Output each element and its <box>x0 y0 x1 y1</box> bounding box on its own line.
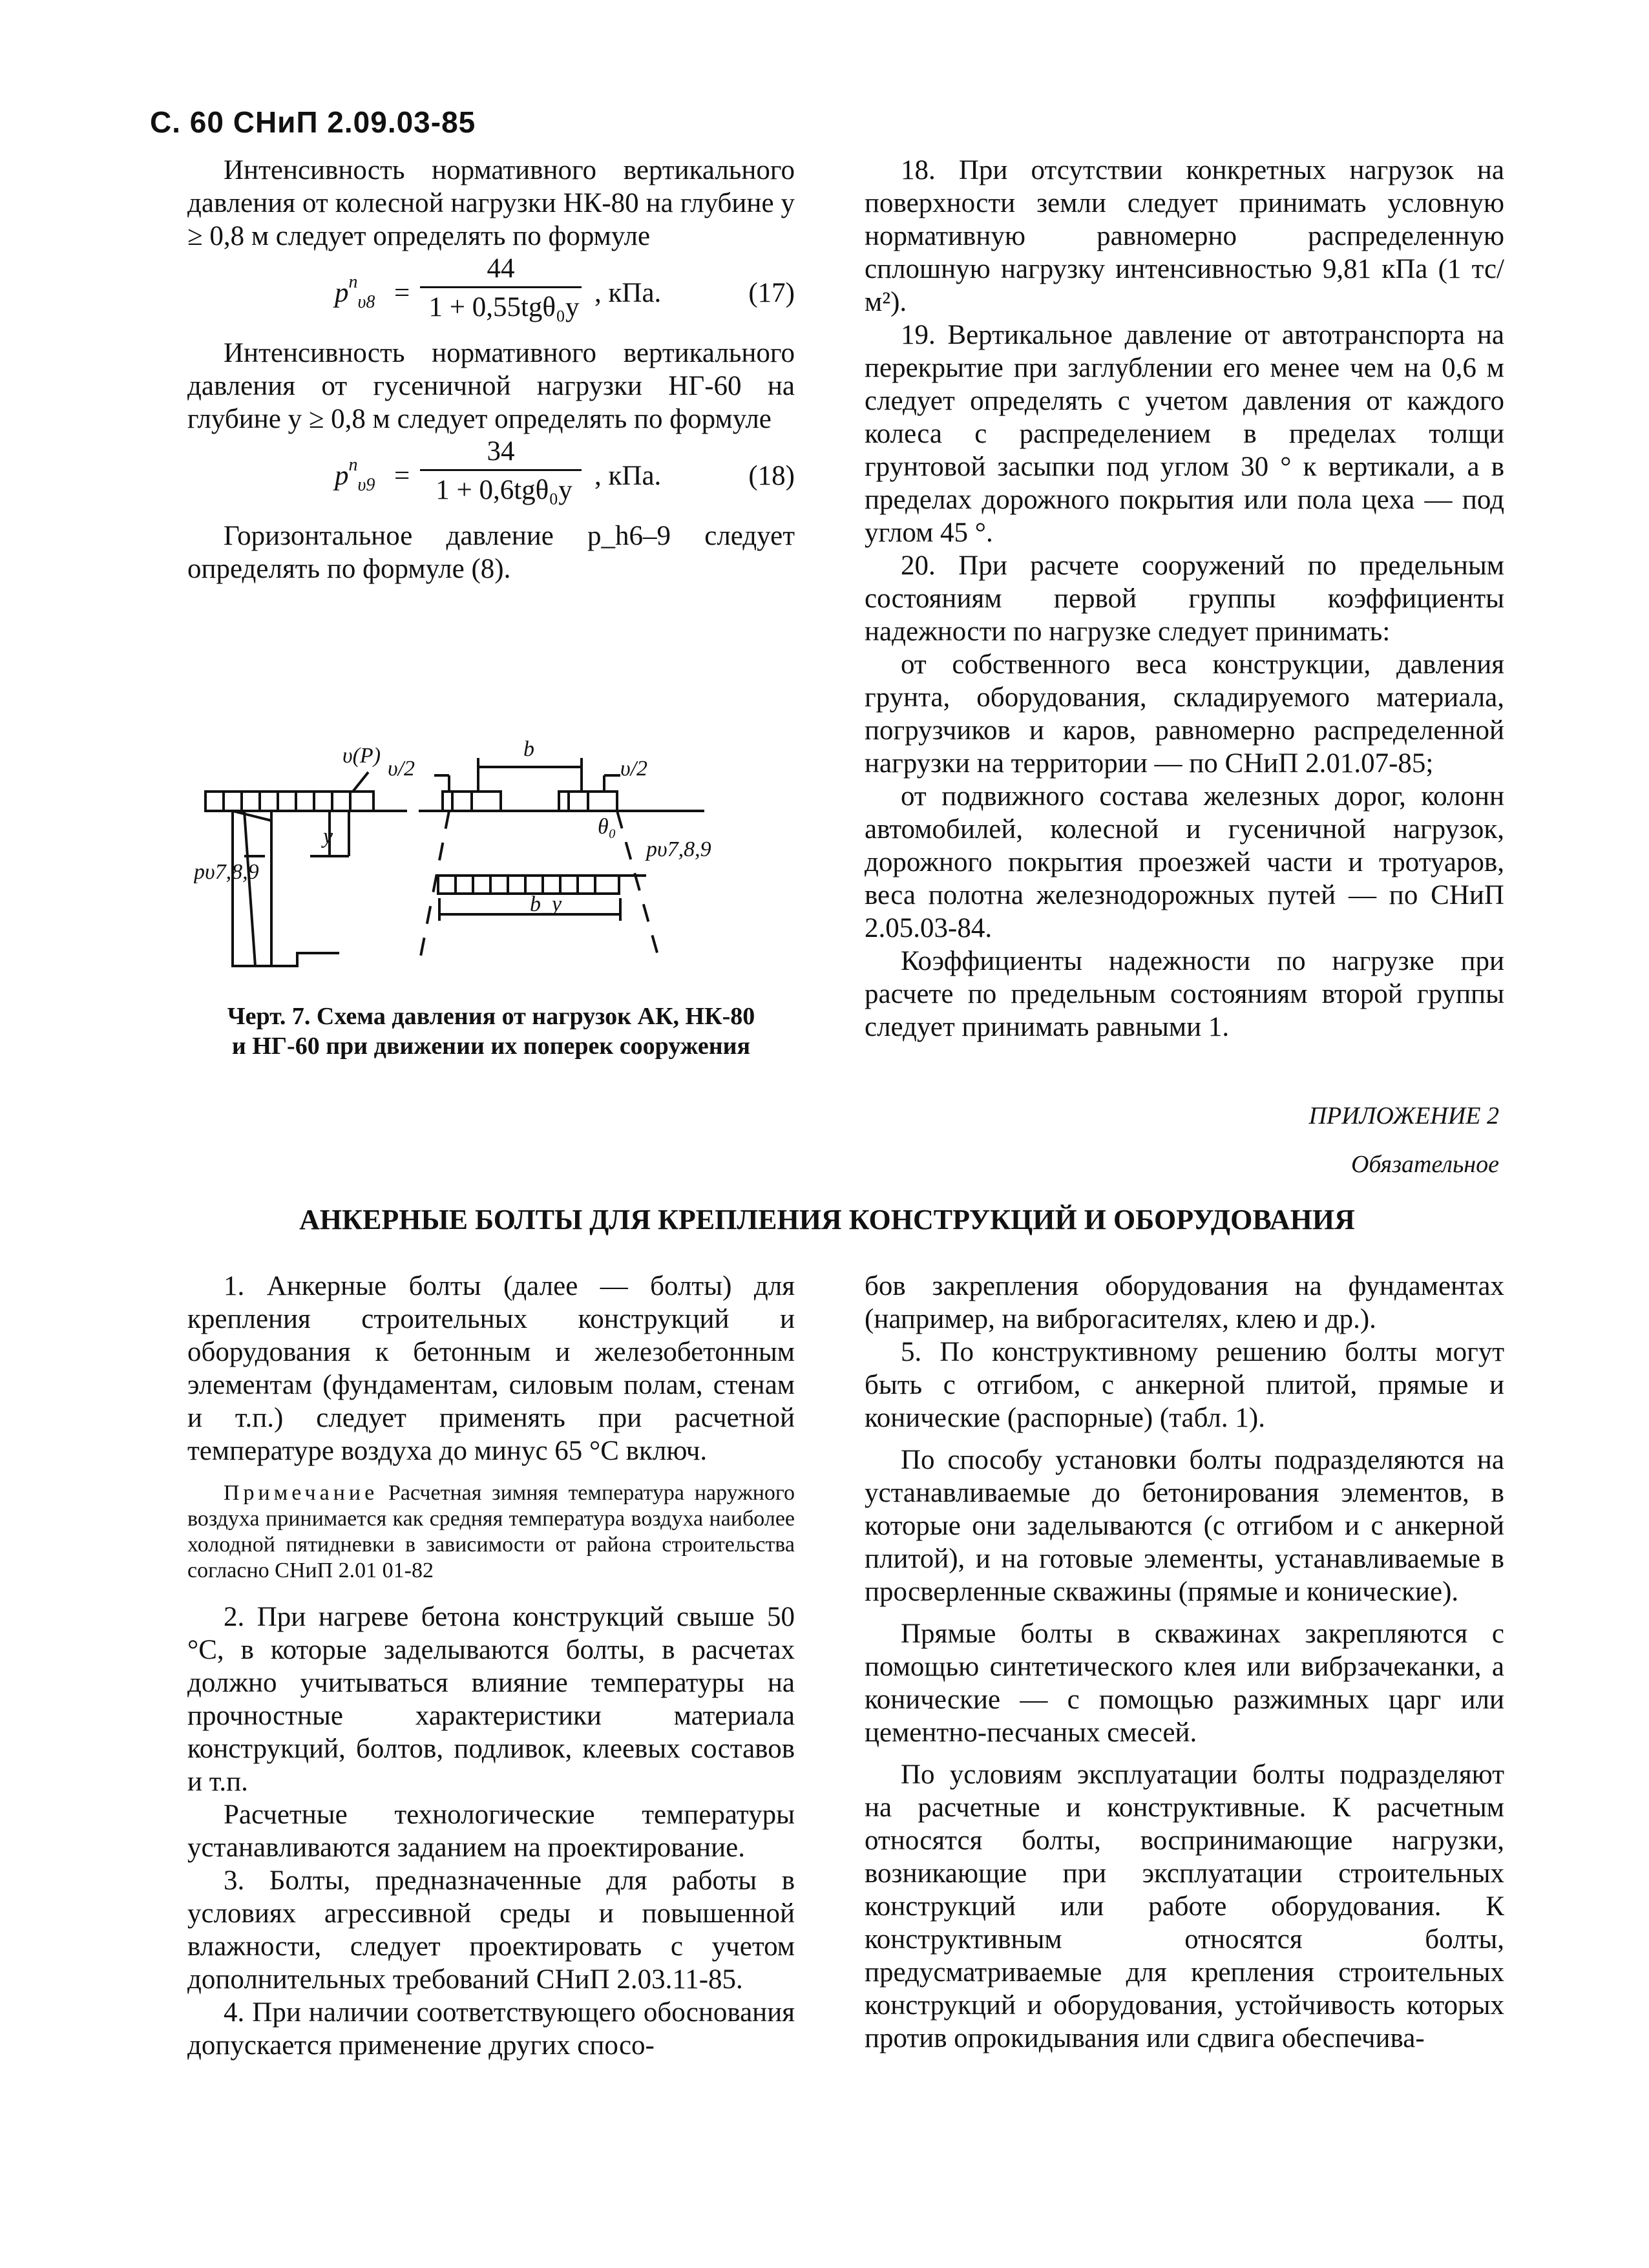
formula-17 <box>187 253 795 337</box>
note-text: Расчетная зимняя температура наружного воздуха принимается как средняя температура воздуха наиболее холодной пятидневки в зависимости от района строительства согласно СНиП 2.01 01-82 <box>187 1481 795 1582</box>
label-b: b <box>523 737 534 761</box>
paragraph-20b: от подвижного состава железных дорог, колонн автомобилей, колесной и гусеничной нагрузок, дорожного покрытия проезжей части и тротуаров, веса полотна железнодорожных путей — по СНиП 2.05.03-84. <box>865 781 1504 943</box>
paragraph-item-2b: Расчетные технологические температуры устанавливаются заданием на проектирование. <box>187 1800 795 1863</box>
paragraph-20a: от собственного веса конструкции, давления грунта, оборудования, складируемого материала, погрузчиков и каров, равномерно распределенной нагрузки на территории — по СНиП 2.01.07-85; <box>865 649 1504 779</box>
figure-caption <box>187 1002 795 1061</box>
note <box>187 1480 795 1584</box>
label-y: y <box>323 824 333 848</box>
label-v2-right: υ/2 <box>620 757 648 781</box>
left-column-bottom <box>187 1270 795 2062</box>
formula-18-fraction-bar <box>420 469 582 471</box>
formula-18-lhs: $p^n_{\upsilon 9}$ <box>335 455 375 495</box>
mandatory-label: Обязательное <box>1350 1151 1499 1178</box>
formula-18 <box>187 436 795 520</box>
paragraph-operating-conditions: По условиям эксплуатации болты подразделяют на расчетные и конструктивные. К расчетным относятся болты, воспринимающие нагрузки, возникающие при эксплуатации строительных конструкций или работе оборудования. К конструктивным относятся болты, предусматриваемые для крепления строительных конструкций и оборудования, устойчивость которых против опрокидывания или сдвига обеспечива- <box>865 1759 1504 2053</box>
formula-18-eq: = <box>394 461 410 491</box>
right-column-bottom <box>865 1270 1504 2055</box>
formula-17-eq: = <box>394 278 410 308</box>
label-v2-left: υ/2 <box>388 757 415 781</box>
formula-17-unit: , кПа. <box>594 278 662 308</box>
formula-17-lhs: $p^n_{\upsilon 8}$ <box>335 272 375 312</box>
formula-17-numerator: 44 <box>487 253 515 284</box>
paragraph-installation: По способу установки болты подразделяются на устанавливаемые до бетонирования элементов, в которые они заделываются (с отгибом и с анкерной плитой), и на готовые элементы, устанавливаемые в просверленные скважины (прямые и конические). <box>865 1445 1504 1607</box>
figure-caption-line-1: Черт. 7. Схема давления от нагрузок АК, НК-80 <box>227 1003 755 1030</box>
paragraph-horizontal-pressure: Горизонтальное давление p_h6–9 следует определять по формуле (8). <box>187 521 795 584</box>
paragraph-item-5: 5. По конструктивному решению болты могут быть с отгибом, с анкерной плитой, прямые и конические (распорные) (табл. 1). <box>865 1337 1504 1433</box>
label-theta: θ₀ <box>598 815 616 839</box>
paragraph-ng60-intensity: Интенсивность нормативного вертикального давления от гусеничной нагрузки НГ-60 на глубине y ≥ 0,8 м следует определять по формуле <box>187 338 795 434</box>
paragraph-item-3: 3. Болты, предназначенные для работы в условиях агрессивной среды и повышенной влажности, следует проектировать с учетом дополнительных требований СНиП 2.03.11-85. <box>187 1865 795 1995</box>
left-column-top <box>187 154 795 585</box>
formula-18-number: (18) <box>748 461 795 491</box>
label-pv-right: pυ7,8,9 <box>646 837 711 861</box>
paragraph-20: 20. При расчете сооружений по предельным состояниям первой группы коэффициенты надежности по нагрузке следует принимать: <box>865 551 1504 647</box>
figure-caption-line-2: и НГ-60 при движении их поперек сооружения <box>231 1033 751 1060</box>
formula-17-denominator: 1 + 0,55tgθ₀y <box>428 292 580 322</box>
label-pv-left: pυ7,8,9 <box>194 860 259 884</box>
distributed-load-left <box>205 792 373 811</box>
formula-18-unit: , кПа. <box>594 461 662 491</box>
paragraph-item-1: 1. Анкерные болты (далее — болты) для крепления строительных конструкций и оборудования к бетонным и железобетонным элементам (фундаментам, силовым полам, стенам и т.п.) следует применять при расчетной температуре воздуха до минус 65 °С включ. <box>187 1271 795 1466</box>
formula-18-numerator: 34 <box>487 436 515 467</box>
formula-17-number: (17) <box>748 278 795 308</box>
appendix-label: ПРИЛОЖЕНИЕ 2 <box>1308 1102 1499 1129</box>
right-column-top <box>865 154 1504 1044</box>
paragraph-item-2: 2. При нагреве бетона конструкций свыше 50 °С, в которые заделываются болты, в расчетах должно учитываться влияние температуры на прочностные характеристики материала конструкций, болтов, подливок, клеевых составов и т.п. <box>187 1602 795 1797</box>
paragraph-item-4: 4. При наличии соответствующего обоснования допускается применение других спосо- <box>187 1997 795 2061</box>
paragraph-straight-bolts: Прямые болты в скважинах закрепляются с помощью синтетического клея или вибрзачеканки, а конические — с помощью разжимных царг или цементно-песчаных смесей. <box>865 1619 1504 1748</box>
paragraph-20c: Коэффициенты надежности по нагрузке при расчете по предельным состояниям второй группы следует принимать равными 1. <box>865 946 1504 1042</box>
page-header: С. 60 СНиП 2.09.03-85 <box>150 105 476 139</box>
note-label: Примечание <box>224 1481 379 1505</box>
pressure-scheme-figure <box>194 727 795 972</box>
paragraph-18: 18. При отсутствии конкретных нагрузок на поверхности земли следует принимать условную нормативную равномерно распределенную сплошную нагрузку интенсивностью 9,81 кПа (1 тс/м²). <box>865 155 1504 317</box>
distributed-load-depth <box>438 876 619 894</box>
paragraph-nk80-intensity: Интенсивность нормативного вертикального давления от колесной нагрузки НК-80 на глубине y ≥ 0,8 м следует определять по формуле <box>187 155 795 251</box>
paragraph-item-4-cont: бов закрепления оборудования на фундаментах (например, на виброгасителях, клею и др.). <box>865 1271 1504 1334</box>
paragraph-19: 19. Вертикальное давление от автотранспорта на перекрытие при заглублении его менее чем на 0,6 м следует определять с учетом давления от каждого колеса с распределением в пределах толщи грунтовой засыпки под углом 30 ° к вертикали, а в пределах дорожного покрытия или пола цеха — под углом 45 °. <box>865 320 1504 548</box>
formula-17-fraction-bar <box>420 286 582 288</box>
label-v-p: υ(P) <box>342 744 381 768</box>
label-by: b_y <box>530 892 562 916</box>
section-title: АНКЕРНЫЕ БОЛТЫ ДЛЯ КРЕПЛЕНИЯ КОНСТРУКЦИЙ И ОБОРУДОВАНИЯ <box>299 1204 1355 1235</box>
formula-18-denominator: 1 + 0,6tgθ₀y <box>436 475 572 505</box>
